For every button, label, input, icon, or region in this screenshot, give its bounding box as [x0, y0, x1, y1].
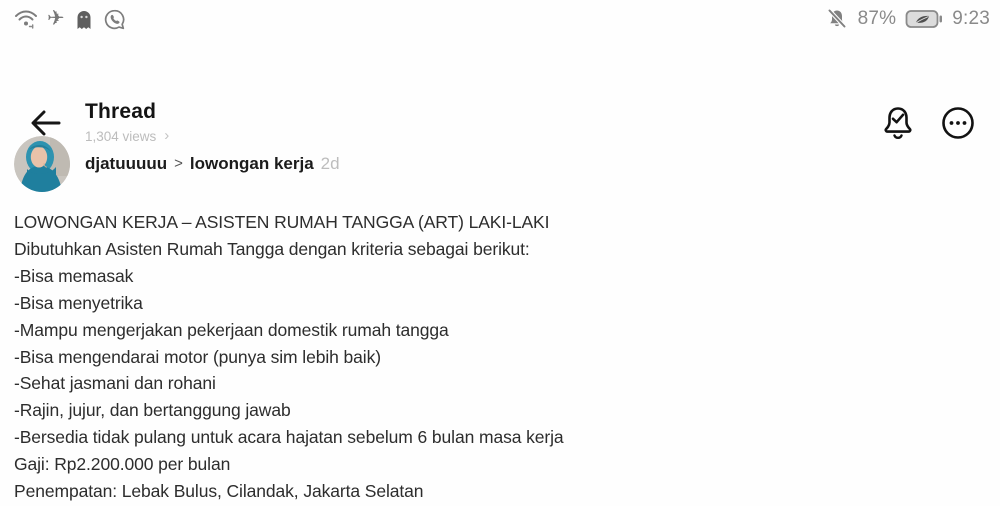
post-body-line: -Bisa menyetrika — [14, 292, 143, 313]
ghost-app-notification-icon — [74, 8, 94, 30]
page-title: Thread — [85, 100, 157, 123]
post-age: 2d — [320, 154, 340, 173]
clock-time: 9:23 — [952, 8, 990, 29]
bell-check-icon[interactable] — [880, 104, 916, 142]
post-body-line: -Sehat jasmani dan rohani — [14, 373, 216, 394]
post-body-line: -Mampu mengerjakan pekerjaan domestik rumah tangga — [14, 319, 449, 340]
airplane-mode-icon: ✈ — [47, 6, 65, 30]
post-body-line: -Bisa mengendarai motor (punya sim lebih baik) — [14, 346, 381, 367]
post-header — [14, 136, 340, 192]
status-bar — [14, 4, 990, 34]
back-button[interactable] — [28, 108, 62, 138]
more-options-icon[interactable] — [940, 104, 976, 142]
author-username[interactable]: djatuuuuu — [85, 154, 168, 173]
post-body-line: Gaji: Rp2.200.000 per bulan — [14, 454, 231, 475]
post-body-line: Dibutuhkan Asisten Rumah Tangga dengan kriteria sebagai berikut: — [14, 238, 530, 259]
post-body-line: LOWONGAN KERJA – ASISTEN RUMAH TANGGA (ART) LAKI-LAKI — [14, 212, 550, 232]
thread-header — [0, 48, 1000, 144]
battery-percent: 87% — [857, 8, 897, 29]
author-line — [85, 154, 340, 174]
post-body-line: -Rajin, jujur, dan bertanggung jawab — [14, 400, 291, 421]
notifications-muted-icon — [825, 7, 849, 31]
whatsapp-notification-icon — [103, 8, 126, 31]
chevron-right-icon: › — [164, 127, 170, 144]
post-body — [14, 209, 754, 505]
avatar[interactable] — [14, 136, 70, 192]
header-actions — [880, 104, 976, 142]
battery-saver-icon — [905, 9, 943, 29]
views-count: 1,304 views — [85, 129, 157, 144]
breadcrumb-separator: > — [174, 154, 183, 172]
post-body-line: -Bisa memasak — [14, 265, 134, 286]
status-bar-right — [825, 7, 990, 31]
post-category[interactable]: lowongan kerja — [189, 154, 314, 173]
status-bar-left — [14, 8, 126, 31]
wifi-icon — [14, 8, 38, 30]
post-body-line: Penempatan: Lebak Bulus, Cilandak, Jakarta Selatan — [14, 481, 424, 502]
post-body-line: -Bersedia tidak pulang untuk acara hajatan sebelum 6 bulan masa kerja — [14, 427, 564, 448]
